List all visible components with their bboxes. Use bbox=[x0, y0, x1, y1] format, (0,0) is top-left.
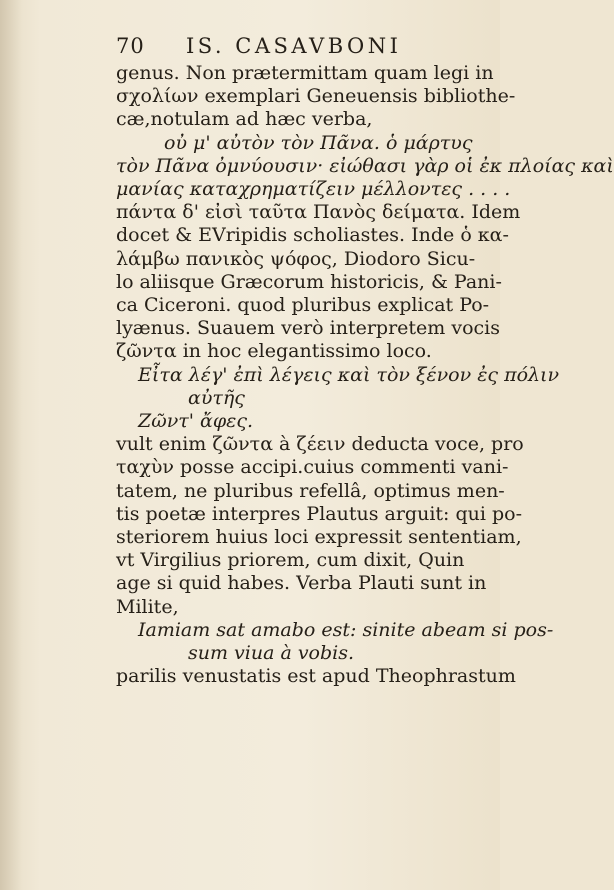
latin-verse-line: Iamiam sat amabo est: sinite abeam si pos- bbox=[138, 618, 554, 641]
text-line: genus. Non prætermittam quam legi in bbox=[116, 62, 494, 84]
greek-quote-line: οὐ μ' αὐτὸν τὸν Πᾶνα. ὁ μάρτυς bbox=[164, 131, 473, 154]
text-line: docet & EVripidis scholiastes. Inde ὁ κα- bbox=[116, 224, 509, 247]
text-line: vult enim ζῶντα à ζέειν deducta voce, pro bbox=[116, 433, 524, 456]
text-line: cæ,notulam ad hæc verba, bbox=[116, 108, 373, 131]
text-line: πάντα δ' εἰσὶ ταῦτα Πανὸς δείματα. Idem bbox=[116, 201, 521, 224]
text-line: vt Virgilius priorem, cum dixit, Quin bbox=[116, 549, 465, 572]
greek-verse-line: αὐτῆς bbox=[188, 386, 245, 409]
running-title: IS. CASAVBONI bbox=[186, 34, 402, 58]
text-line: Milite, bbox=[116, 595, 179, 618]
text-line: tis poetæ interpres Plautus arguit: qui po- bbox=[116, 502, 523, 525]
text-line: steriorem huius loci expressit sententiam, bbox=[116, 526, 522, 549]
greek-quote-line: μανίας καταχρηματίζειν μέλλοντες . . . . bbox=[116, 178, 511, 201]
greek-quote-line: τὸν Πᾶνα ὀμνύουσιν· εἰώθασι γὰρ οἱ ἐκ πλοίας καὶ bbox=[116, 154, 614, 177]
body-text bbox=[116, 62, 614, 688]
greek-verse-line: Ζῶντ' ἄφες. bbox=[138, 410, 254, 433]
page-number: 70 bbox=[116, 34, 145, 58]
latin-verse-line: sum viua à vobis. bbox=[188, 642, 355, 665]
greek-verse-line: Εἶτα λέγ' ἐπὶ λέγεις καὶ τὸν ξένον ἐς πόλιν bbox=[138, 363, 560, 386]
text-line: ταχὺν posse accipi.cuius commenti vani- bbox=[116, 456, 509, 479]
text-line: tatem, ne pluribus refellâ, optimus men- bbox=[116, 479, 505, 502]
text-line: σχολίων exemplari Geneuensis bibliothe- bbox=[116, 85, 516, 108]
text-line: ca Ciceroni. quod pluribus explicat Po- bbox=[116, 294, 490, 317]
text-line: lyænus. Suauem verò interpretem vocis bbox=[116, 317, 500, 340]
text-line: age si quid habes. Verba Plauti sunt in bbox=[116, 572, 487, 595]
page-header bbox=[116, 34, 476, 64]
text-line: parilis venustatis est apud Theophrastum bbox=[116, 665, 516, 688]
text-line: ζῶντα in hoc elegantissimo loco. bbox=[116, 340, 432, 363]
text-line: lo aliisque Græcorum historicis, & Pani- bbox=[116, 270, 502, 293]
gutter-shadow bbox=[0, 0, 22, 890]
text-line: λάμβω πανικὸς ψόφος, Diodoro Sicu- bbox=[116, 247, 476, 270]
